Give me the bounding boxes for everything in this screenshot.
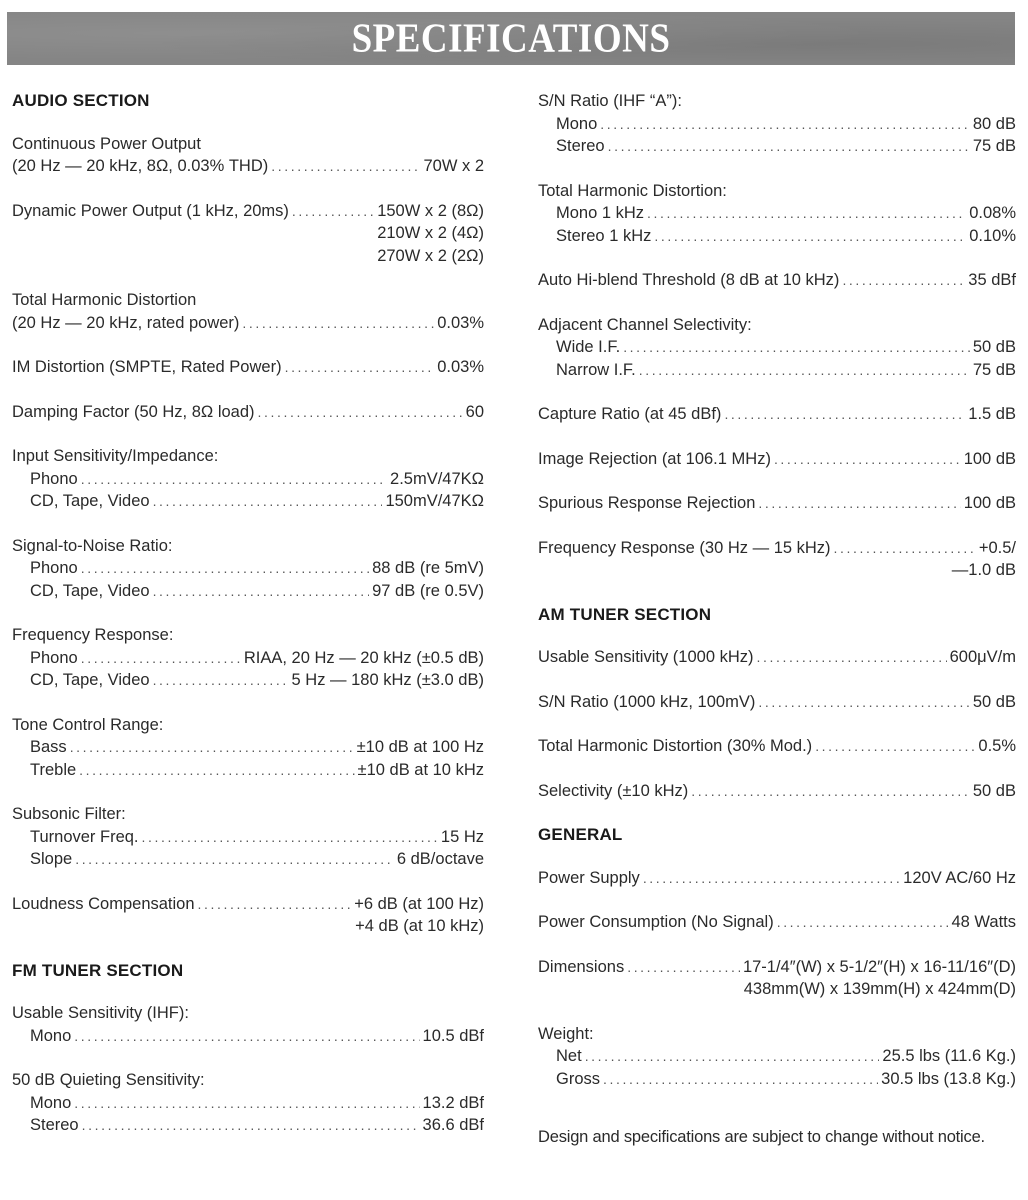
section-heading: GENERAL: [538, 825, 623, 844]
spec-group: [538, 691, 1016, 714]
dot-leader: [623, 336, 970, 359]
spec-value: 60: [465, 402, 484, 421]
spec-value: 75 dB: [972, 137, 1016, 155]
spec-label: (20 Hz — 20 kHz, 8Ω, 0.03% THD): [12, 157, 269, 175]
spec-value-continuation: —1.0 dB: [951, 561, 1016, 579]
spec-group-title: Total Harmonic Distortion: [12, 291, 197, 309]
spec-group: [538, 780, 1016, 803]
dot-leader: [153, 490, 383, 513]
spec-row: [538, 956, 1016, 979]
spec-label: (20 Hz — 20 kHz, rated power): [12, 313, 240, 332]
spec-value: 30.5 lbs (13.8 Kg.): [881, 1069, 1016, 1088]
spec-value: 150W x 2 (8Ω): [377, 201, 484, 220]
spec-row: [12, 468, 484, 491]
spec-label: Auto Hi-blend Threshold (8 dB at 10 kHz): [538, 271, 840, 289]
spec-group: [538, 537, 1016, 582]
spec-label: Phono: [30, 648, 78, 667]
spec-label: Mono 1 kHz: [556, 204, 645, 222]
spec-group: [12, 445, 484, 513]
spec-group-title: Tone Control Range:: [12, 715, 164, 734]
spec-label: Narrow I.F.: [556, 360, 636, 379]
spec-value: 75 dB: [972, 360, 1016, 379]
spec-value: 1.5 dB: [968, 405, 1016, 423]
dot-leader: [81, 468, 387, 491]
spec-group: [12, 1002, 484, 1047]
spec-row: [12, 200, 484, 223]
dot-leader: [153, 580, 370, 603]
spec-row: [538, 225, 1016, 248]
section-heading: FM TUNER SECTION: [12, 960, 184, 980]
dot-leader: [258, 401, 463, 424]
spec-value: 13.2 dBf: [422, 1093, 484, 1112]
dot-leader: [82, 1114, 420, 1137]
dot-leader: [153, 669, 289, 692]
spec-row: [12, 490, 484, 513]
spec-value: 0.10%: [969, 226, 1016, 245]
spec-row: [12, 1092, 484, 1115]
spec-value: 10.5 dBf: [422, 1026, 484, 1045]
dot-leader: [834, 537, 976, 560]
spec-value-continuation: 270W x 2 (2Ω): [377, 246, 484, 265]
spec-row: [12, 1025, 484, 1048]
spec-value: 600μV/m: [949, 648, 1016, 666]
spec-value-continuation: +4 dB (at 10 kHz): [355, 917, 484, 935]
spec-value: RIAA, 20 Hz — 20 kHz (±0.5 dB): [243, 648, 484, 667]
spec-row: [12, 356, 484, 379]
spec-group: [12, 200, 484, 268]
dot-leader: [758, 691, 970, 714]
spec-group: [12, 1069, 484, 1137]
spec-value: 50 dB: [972, 338, 1016, 356]
dot-leader: [74, 1092, 419, 1115]
left-column: [12, 90, 484, 1159]
spec-value: ±10 dB at 10 kHz: [357, 760, 484, 779]
spec-value: 100 dB: [963, 494, 1016, 512]
spec-row: [538, 537, 1016, 560]
spec-value-continuation: 438mm(W) x 139mm(H) x 424mm(D): [743, 980, 1016, 998]
spec-value: 48 Watts: [951, 913, 1016, 931]
spec-label: Dynamic Power Output (1 kHz, 20ms): [12, 201, 289, 220]
dot-leader: [271, 155, 420, 178]
dot-leader: [643, 867, 900, 890]
page-title: SPECIFICATIONS: [351, 15, 671, 62]
spec-label: Stereo 1 kHz: [556, 226, 652, 245]
spec-label: Mono: [30, 1093, 72, 1112]
dot-leader: [70, 736, 354, 759]
spec-label: Treble: [30, 760, 77, 779]
spec-label: Power Supply: [538, 868, 640, 887]
spec-row: [12, 669, 484, 692]
spec-row: [538, 735, 1016, 758]
spec-label: Image Rejection (at 106.1 MHz): [538, 449, 771, 468]
spec-row: [538, 113, 1016, 136]
spec-value: 120V AC/60 Hz: [903, 868, 1016, 887]
dot-leader: [142, 826, 438, 849]
spec-row: [12, 401, 484, 424]
spec-group-title: Adjacent Channel Selectivity:: [538, 315, 752, 334]
dot-leader: [600, 113, 970, 136]
spec-group: [538, 403, 1016, 426]
spec-group-title: Continuous Power Output: [12, 134, 201, 153]
dot-leader: [285, 356, 435, 379]
spec-label: Net: [556, 1047, 582, 1065]
spec-row: [538, 336, 1016, 359]
spec-value: 0.03%: [437, 358, 484, 376]
spec-group: [12, 803, 484, 871]
spec-row: [538, 359, 1016, 382]
dot-leader: [585, 1045, 880, 1068]
spec-value: +6 dB (at 100 Hz): [354, 894, 484, 913]
dot-leader: [647, 202, 966, 225]
spec-group: [538, 646, 1016, 669]
spec-label: CD, Tape, Video: [30, 671, 150, 689]
spec-value: 0.5%: [978, 737, 1016, 755]
dot-leader: [198, 893, 352, 916]
spec-group: [538, 1023, 1016, 1091]
spec-group: [12, 624, 484, 692]
spec-group: [12, 535, 484, 603]
spec-row: [12, 826, 484, 849]
spec-row: [12, 647, 484, 670]
spec-value: 88 dB (re 5mV): [372, 559, 484, 577]
spec-group-title: Frequency Response:: [12, 626, 174, 644]
spec-value: 0.08%: [969, 204, 1016, 222]
spec-value: 5 Hz — 180 kHz (±3.0 dB): [291, 671, 484, 689]
spec-row: [538, 691, 1016, 714]
dot-leader: [608, 135, 970, 158]
spec-group: [538, 911, 1016, 934]
spec-group-title: 50 dB Quieting Sensitivity:: [12, 1071, 205, 1089]
spec-group: [538, 314, 1016, 382]
spec-row: [12, 736, 484, 759]
spec-label: Damping Factor (50 Hz, 8Ω load): [12, 402, 255, 421]
spec-row: [538, 1068, 1016, 1091]
dot-leader: [691, 780, 970, 803]
dot-leader: [81, 557, 369, 580]
dot-leader: [627, 956, 740, 979]
spec-row: [538, 1045, 1016, 1068]
spec-value: 2.5mV/47KΩ: [390, 469, 484, 488]
spec-label: Slope: [30, 850, 73, 868]
section-heading: AUDIO SECTION: [12, 91, 150, 110]
spec-label: Dimensions: [538, 957, 625, 976]
dot-leader: [757, 646, 947, 669]
dot-leader: [81, 647, 241, 670]
spec-group: [538, 448, 1016, 471]
dot-leader: [75, 848, 394, 871]
spec-label: S/N Ratio (1000 kHz, 100mV): [538, 692, 756, 711]
spec-row: [538, 911, 1016, 934]
spec-group-title: Input Sensitivity/Impedance:: [12, 447, 219, 465]
dot-leader: [777, 911, 949, 934]
dot-leader: [724, 403, 965, 426]
spec-group: [538, 492, 1016, 515]
spec-label: Mono: [30, 1026, 72, 1045]
spec-label: CD, Tape, Video: [30, 492, 150, 510]
spec-label: Selectivity (±10 kHz): [538, 781, 689, 800]
spec-row: [12, 893, 484, 916]
spec-label: CD, Tape, Video: [30, 581, 150, 600]
spec-row: [538, 403, 1016, 426]
spec-label: Phono: [30, 469, 78, 488]
spec-row: [538, 867, 1016, 890]
spec-group: [12, 714, 484, 782]
spec-group: [538, 956, 1016, 1001]
spec-row: [538, 780, 1016, 803]
dot-leader: [815, 735, 975, 758]
spec-group-title: Total Harmonic Distortion:: [538, 181, 727, 200]
spec-row: [12, 155, 484, 178]
title-banner: [7, 12, 1015, 65]
spec-value: 35 dBf: [968, 271, 1016, 289]
spec-row: [12, 759, 484, 782]
spec-label: Total Harmonic Distortion (30% Mod.): [538, 737, 813, 755]
spec-label: Loudness Compensation: [12, 894, 195, 913]
spec-row: [538, 202, 1016, 225]
spec-label: Mono: [556, 114, 598, 133]
spec-value: 15 Hz: [440, 827, 484, 846]
section-heading: AM TUNER SECTION: [538, 604, 712, 624]
spec-row: [538, 269, 1016, 292]
spec-label: Capture Ratio (at 45 dBf): [538, 405, 722, 423]
spec-label: Turnover Freq.: [30, 827, 139, 846]
spec-label: Frequency Response (30 Hz — 15 kHz): [538, 538, 831, 557]
spec-group: [538, 269, 1016, 292]
spec-row: [538, 646, 1016, 669]
spec-value: ±10 dB at 100 Hz: [356, 738, 484, 756]
spec-group: [538, 90, 1016, 158]
spec-value: +0.5/: [978, 538, 1016, 557]
dot-leader: [292, 200, 374, 223]
spec-row: [538, 492, 1016, 515]
spec-row: [12, 312, 484, 335]
spec-value: 80 dB: [972, 114, 1016, 133]
spec-group: [538, 735, 1016, 758]
spec-value: 36.6 dBf: [422, 1116, 484, 1134]
dot-leader: [654, 225, 966, 248]
spec-label: Stereo: [30, 1116, 79, 1134]
spec-label: Wide I.F.: [556, 338, 621, 356]
spec-group: [12, 401, 484, 424]
spec-group: [538, 180, 1016, 248]
dot-leader: [639, 359, 970, 382]
spec-group: [12, 356, 484, 379]
spec-group: [12, 289, 484, 334]
spec-label: Power Consumption (No Signal): [538, 913, 774, 931]
spec-row: [12, 580, 484, 603]
spec-label: Phono: [30, 559, 78, 577]
spec-label: Bass: [30, 738, 67, 756]
spec-row: [12, 557, 484, 580]
spec-group-title: Subsonic Filter:: [12, 805, 126, 823]
spec-label: Spurious Response Rejection: [538, 494, 756, 512]
dot-leader: [842, 269, 965, 292]
spec-value: 17-1/4″(W) x 5-1/2″(H) x 16-11/16″(D): [742, 957, 1016, 976]
spec-label: Usable Sensitivity (1000 kHz): [538, 648, 754, 666]
spec-row: [12, 1114, 484, 1137]
spec-group: [12, 133, 484, 178]
dot-leader: [242, 312, 434, 335]
spec-group-title: S/N Ratio (IHF “A”):: [538, 92, 682, 110]
spec-row: [12, 848, 484, 871]
spec-value: 0.03%: [437, 313, 484, 332]
spec-label: Stereo: [556, 137, 605, 155]
spec-value-continuation: 210W x 2 (4Ω): [377, 224, 484, 242]
spec-group-title: Weight:: [538, 1024, 594, 1043]
dot-leader: [774, 448, 961, 471]
spec-value: 100 dB: [963, 449, 1016, 468]
spec-value: 150mV/47KΩ: [385, 492, 484, 510]
dot-leader: [603, 1068, 878, 1091]
spec-group: [538, 867, 1016, 890]
dot-leader: [758, 492, 960, 515]
dot-leader: [74, 1025, 419, 1048]
spec-group-title: Signal-to-Noise Ratio:: [12, 536, 173, 555]
spec-group: [12, 893, 484, 938]
notice-text: Design and specifications are subject to change without notice.: [538, 1128, 985, 1146]
spec-row: [538, 135, 1016, 158]
spec-label: Gross: [556, 1069, 601, 1088]
right-column: [538, 90, 1016, 1149]
spec-value: 50 dB: [972, 781, 1016, 800]
spec-group-title: Usable Sensitivity (IHF):: [12, 1004, 189, 1022]
spec-value: 97 dB (re 0.5V): [372, 581, 484, 600]
spec-value: 50 dB: [972, 692, 1016, 711]
spec-label: IM Distortion (SMPTE, Rated Power): [12, 358, 282, 376]
spec-value: 70W x 2: [423, 157, 484, 175]
spec-row: [538, 448, 1016, 471]
dot-leader: [79, 759, 354, 782]
spec-value: 25.5 lbs (11.6 Kg.): [882, 1047, 1016, 1065]
spec-value: 6 dB/octave: [396, 850, 484, 868]
